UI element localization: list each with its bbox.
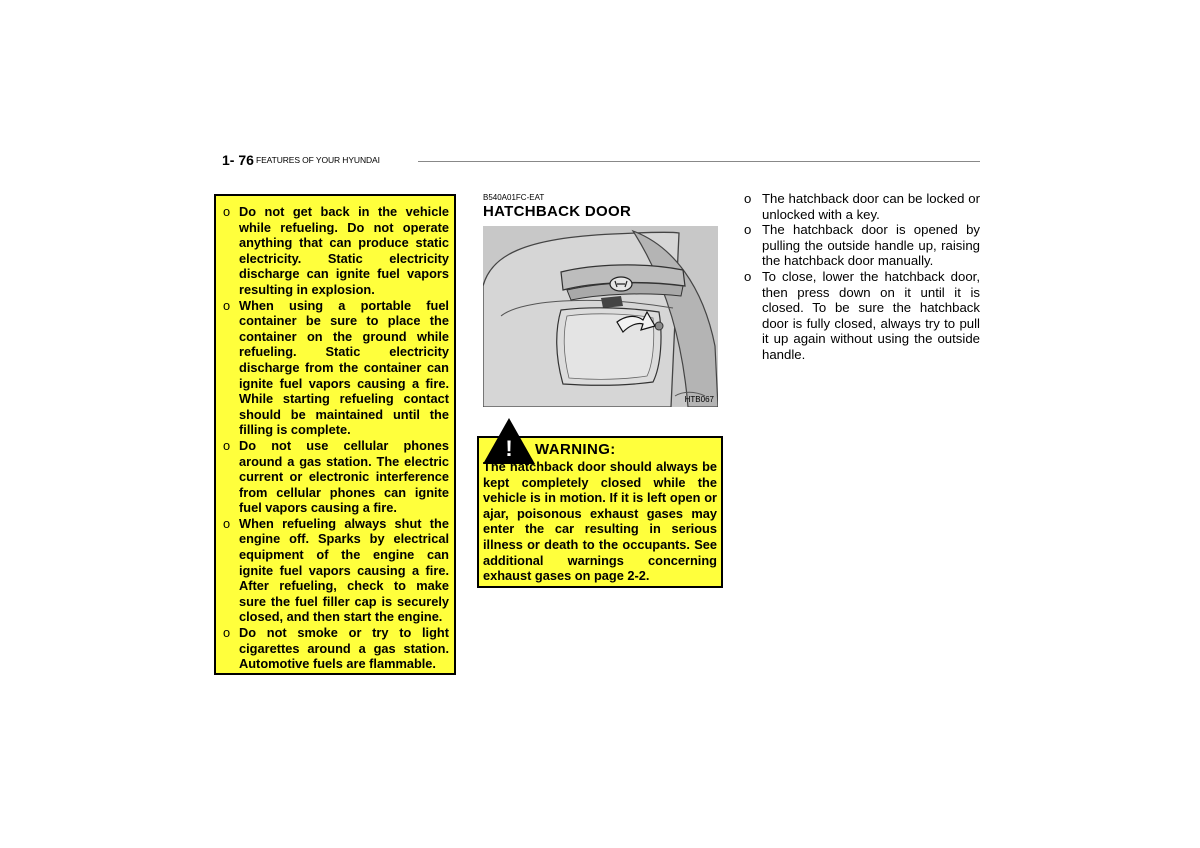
- warning-box: [477, 436, 723, 588]
- instructions-column: [744, 191, 980, 363]
- figure-code: HTB067: [684, 395, 714, 404]
- list-item: [221, 204, 449, 298]
- chapter-title: FEATURES OF YOUR HYUNDAI: [256, 155, 380, 165]
- section-title: HATCHBACK DOOR: [483, 203, 632, 220]
- warning-icon-symbol: !: [505, 436, 513, 461]
- bullet: o: [744, 222, 752, 238]
- fuel-warnings-box: [214, 194, 456, 675]
- warning-title: WARNING:: [535, 441, 616, 458]
- bullet: o: [223, 297, 231, 313]
- list-item: [221, 298, 449, 438]
- hatchback-drawing: [483, 226, 718, 407]
- header-rule: [418, 161, 980, 162]
- hatchback-handle-illustration: [483, 226, 718, 407]
- list-item: [221, 438, 449, 516]
- list-item: [744, 222, 980, 269]
- list-item-text: Do not use cellular phones around a gas station. The electric current or electronic interference from cellular phones can ignite fuel vapors causing a fire.: [239, 437, 449, 516]
- list-item-text: Do not smoke or try to light cigarettes around a gas station. Automotive fuels are flammable.: [239, 625, 449, 672]
- bullet: o: [223, 515, 231, 531]
- list-item: [221, 516, 449, 625]
- bullet: o: [744, 268, 752, 284]
- bullet: o: [744, 191, 752, 206]
- list-item-text: Do not get back in the vehicle while refueling. Do not operate anything that can produce static electricity. Static electricity discharge can ignite fuel vapors resulting in explosion.: [239, 204, 449, 297]
- section-code: B540A01FC-EAT: [483, 193, 545, 202]
- bullet: o: [223, 625, 231, 641]
- list-item: [744, 269, 980, 363]
- list-item: [221, 625, 449, 672]
- list-item-text: When refueling always shut the engine off. Sparks by electrical equipment of the engine can ignite fuel vapors causing a fire. After refueling, check to make sure the fuel filler cap is securely closed, and then start the engine.: [239, 515, 449, 625]
- page-number: 1- 76: [222, 152, 254, 168]
- page-header: [222, 152, 980, 170]
- list-item-text: The hatchback door can be locked or unlocked with a key.: [762, 191, 980, 222]
- warning-text: The hatchback door should always be kept completely closed while the vehicle is in motion. If it is left open or ajar, poisonous exhaust gases may enter the car resulting in serious illness or death to the occupants. See additional warnings concerning exhaust gases on page 2-2.: [483, 459, 717, 584]
- list-item-text: When using a portable fuel container be sure to place the container on the ground while refueling. Static electricity discharge from the container can ignite fuel vapors causing a fire. While starting refueling contact should be maintained until the filling is complete.: [239, 297, 449, 438]
- list-item: [744, 191, 980, 222]
- list-item-text: The hatchback door is opened by pulling the outside handle up, raising the hatchback door manually.: [762, 222, 980, 269]
- bullet: o: [223, 204, 231, 219]
- bullet: o: [223, 437, 231, 453]
- list-item-text: To close, lower the hatchback door, then press down on it until it is closed. To be sure the hatchback door is fully closed, always try to pull it up again without using the outside handle.: [762, 268, 980, 362]
